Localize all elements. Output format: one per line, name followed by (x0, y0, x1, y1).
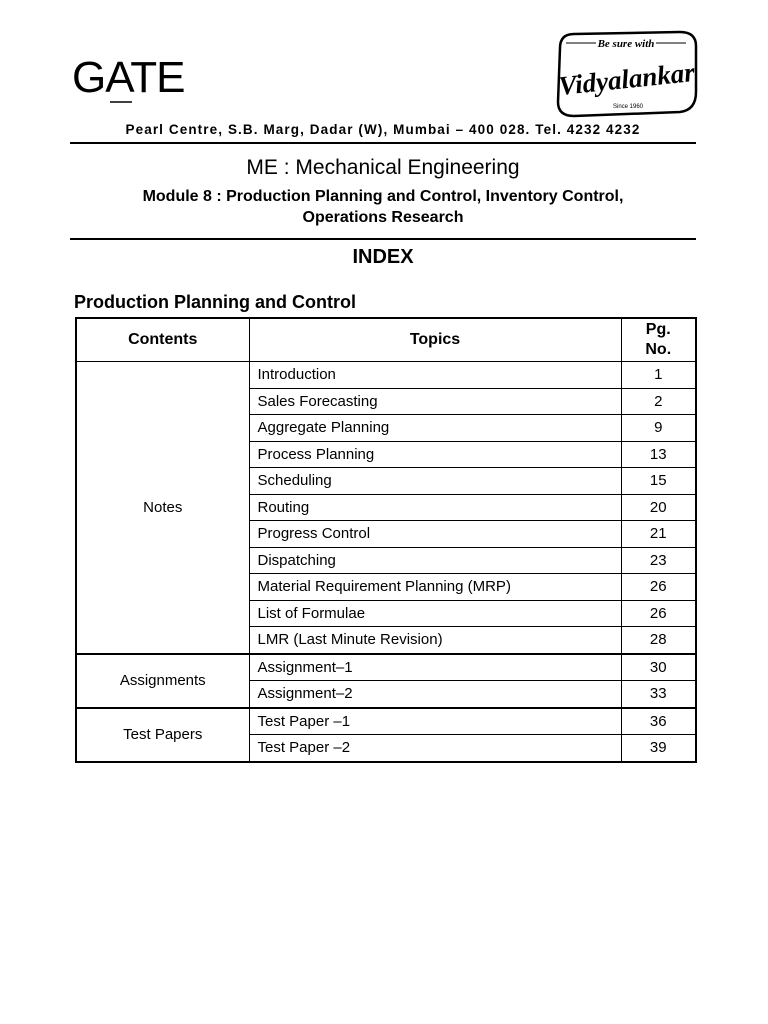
page-number-cell: 26 (621, 574, 696, 601)
page-number-cell: 15 (621, 468, 696, 495)
col-header-contents: Contents (76, 318, 249, 362)
topic-cell: Dispatching (249, 547, 621, 574)
topic-cell: Assignment–2 (249, 681, 621, 708)
topic-cell: Material Requirement Planning (MRP) (249, 574, 621, 601)
course-title: ME : Mechanical Engineering (246, 156, 520, 179)
page-number-cell: 39 (621, 735, 696, 762)
header-divider (70, 142, 696, 144)
table-row (76, 654, 696, 681)
module-title-line1: Module 8 : Production Planning and Control, Inventory Control, (142, 188, 624, 205)
col-header-page-line1: Pg. (645, 321, 671, 338)
topic-cell: LMR (Last Minute Revision) (249, 627, 621, 654)
page-number-cell: 1 (621, 362, 696, 389)
page-number-cell: 21 (621, 521, 696, 548)
table-row (76, 362, 696, 389)
topic-cell: Routing (249, 494, 621, 521)
section-title: Production Planning and Control (74, 292, 356, 312)
topic-cell: Aggregate Planning (249, 415, 621, 442)
module-title (70, 187, 696, 228)
col-header-topics: Topics (249, 318, 621, 362)
topic-cell: Introduction (249, 362, 621, 389)
group-label: Assignments (76, 654, 249, 708)
module-title-line2: Operations Research (302, 208, 464, 226)
page-number-cell: 28 (621, 627, 696, 654)
vidyalankar-since: Since 1960 (612, 104, 644, 110)
page-number-cell: 23 (621, 547, 696, 574)
topic-cell: Process Planning (249, 441, 621, 468)
page-number-cell: 9 (621, 415, 696, 442)
vidyalankar-tagline: Be sure with (597, 38, 655, 50)
page-number-cell: 36 (621, 708, 696, 735)
group-label: Notes (76, 362, 249, 654)
group-label: Test Papers (76, 708, 249, 762)
topic-cell: Test Paper –2 (249, 735, 621, 762)
topic-cell: List of Formulae (249, 600, 621, 627)
index-table-body (76, 362, 696, 762)
table-row (76, 708, 696, 735)
topic-cell: Sales Forecasting (249, 388, 621, 415)
gate-logo-text: GATE (72, 54, 185, 102)
col-header-page (621, 318, 696, 362)
page-number-cell: 30 (621, 654, 696, 681)
address-line: Pearl Centre, S.B. Marg, Dadar (W), Mumbai – 400 028. Tel. 4232 4232 (125, 122, 641, 137)
topic-cell: Progress Control (249, 521, 621, 548)
gate-logo (72, 54, 192, 106)
topic-cell: Assignment–1 (249, 654, 621, 681)
page-number-cell: 26 (621, 600, 696, 627)
page-number-cell: 13 (621, 441, 696, 468)
col-header-page-line2: No. (645, 341, 672, 358)
index-heading: INDEX (352, 246, 414, 268)
page-number-cell: 33 (621, 681, 696, 708)
vidyalankar-brand: Vidyalankar (557, 56, 697, 102)
topic-cell: Test Paper –1 (249, 708, 621, 735)
index-table (75, 317, 697, 763)
page-number-cell: 2 (621, 388, 696, 415)
topic-cell: Scheduling (249, 468, 621, 495)
title-divider (70, 238, 696, 240)
vidyalankar-logo (552, 28, 700, 120)
page-number-cell: 20 (621, 494, 696, 521)
